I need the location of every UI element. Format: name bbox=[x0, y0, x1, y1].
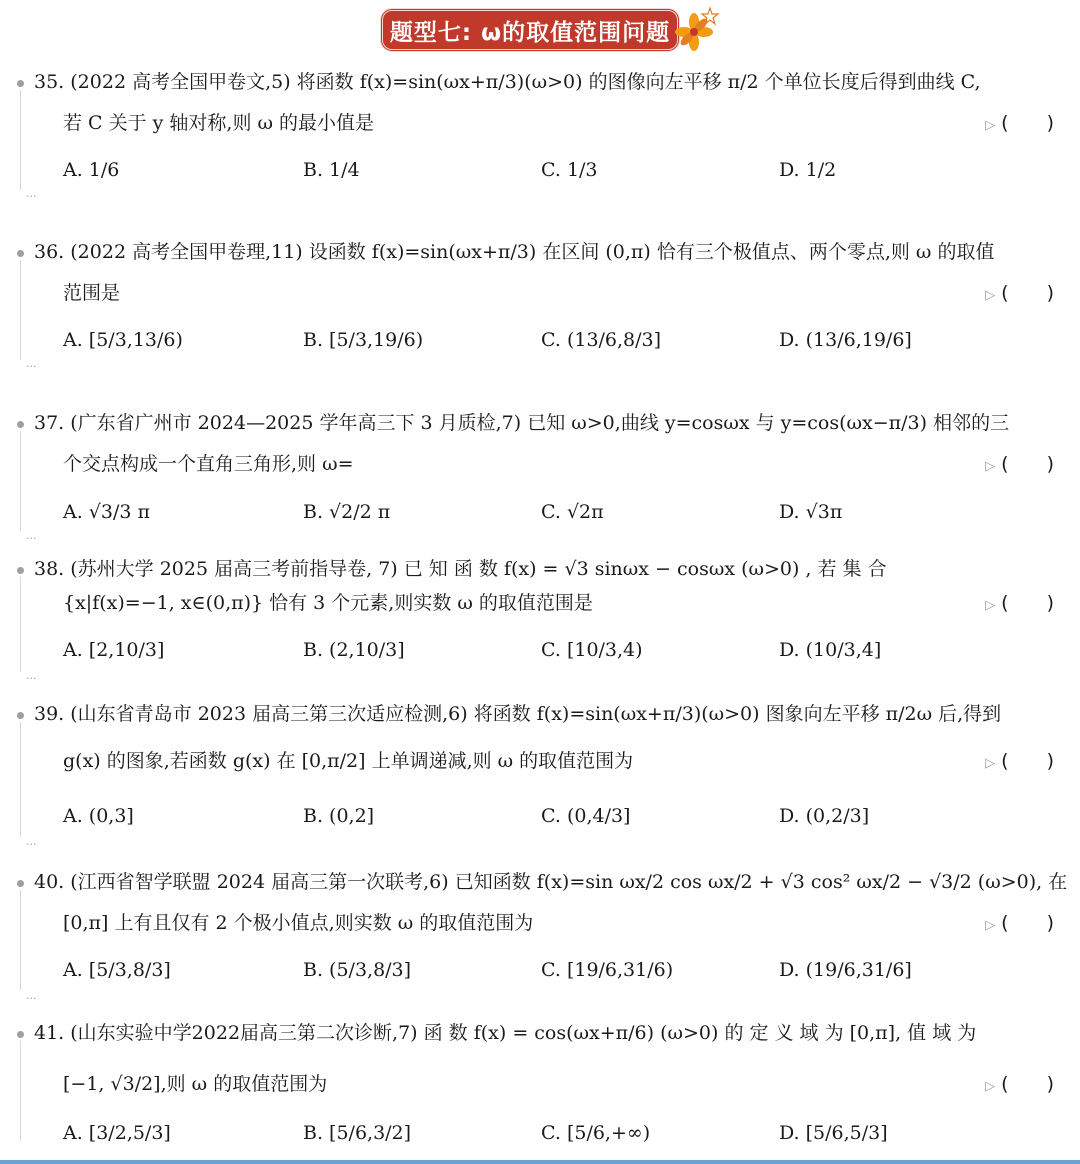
option-d[interactable]: D. (13/6,19/6] bbox=[779, 329, 912, 351]
triangle-icon: ▷ bbox=[985, 756, 996, 771]
question-39-line1 bbox=[34, 700, 1064, 728]
divider bbox=[20, 1041, 21, 1141]
option-a[interactable]: A. [2,10/3] bbox=[63, 639, 165, 661]
options-41 bbox=[63, 1105, 1063, 1161]
flower-icon bbox=[672, 4, 720, 52]
option-a[interactable]: A. 1/6 bbox=[63, 159, 120, 181]
option-b[interactable]: B. [5/3,19/6) bbox=[303, 329, 424, 351]
question-number: 40. bbox=[34, 871, 65, 893]
ellipsis-icon: ··· bbox=[26, 672, 37, 685]
ellipsis-icon: ··· bbox=[26, 190, 37, 203]
option-d[interactable]: D. (0,2/3] bbox=[779, 805, 870, 827]
question-36-line2: 范围是 bbox=[63, 282, 121, 304]
section-title: 题型七: ω的取值范围问题 bbox=[389, 19, 671, 46]
option-a[interactable]: A. √3/3 π bbox=[63, 501, 151, 523]
option-b[interactable]: B. (0,2] bbox=[303, 805, 375, 827]
bottom-rule bbox=[0, 1160, 1080, 1164]
question-source: (江西省智学联盟 2024 届高三第一次联考,6) bbox=[70, 871, 449, 893]
option-d[interactable]: D. 1/2 bbox=[779, 159, 837, 181]
question-40-line1 bbox=[34, 868, 1068, 896]
option-c[interactable]: C. 1/3 bbox=[541, 159, 598, 181]
option-d[interactable]: D. [5/6,5/3] bbox=[779, 1122, 888, 1144]
question-text: 设函数 f(x)=sin(ωx+π/3) 在区间 (0,π) 恰有三个极值点、两个零点,则 ω 的取值 bbox=[308, 241, 995, 263]
question-number: 41. bbox=[34, 1022, 65, 1044]
question-source: (山东实验中学2022届高三第二次诊断,7) bbox=[70, 1022, 418, 1044]
question-number: 35. bbox=[34, 71, 65, 93]
answer-blank[interactable]: ▷ ( ) bbox=[985, 282, 1054, 304]
section-title-banner bbox=[380, 8, 680, 52]
options-35 bbox=[63, 142, 1063, 198]
question-bullet bbox=[17, 1031, 24, 1038]
answer-blank[interactable]: ▷ ( ) bbox=[985, 1073, 1054, 1095]
answer-blank[interactable]: ▷ ( ) bbox=[985, 592, 1054, 614]
question-text: 函 数 f(x) = cos(ωx+π/6) (ω>0) 的 定 义 域 为 [0,π], 值 域 为 bbox=[423, 1022, 977, 1044]
option-c[interactable]: C. (0,4/3] bbox=[541, 805, 631, 827]
ellipsis-icon: ··· bbox=[26, 532, 37, 545]
question-41-line2: [−1, √3/2],则 ω 的取值范围为 bbox=[63, 1073, 328, 1095]
option-c[interactable]: C. √2π bbox=[541, 501, 604, 523]
question-source: (2022 高考全国甲卷文,5) bbox=[70, 71, 291, 93]
option-b[interactable]: B. (5/3,8/3] bbox=[303, 959, 412, 981]
question-37-line1 bbox=[34, 409, 1064, 437]
question-bullet bbox=[17, 712, 24, 719]
option-b[interactable]: B. (2,10/3] bbox=[303, 639, 405, 661]
option-d[interactable]: D. √3π bbox=[779, 501, 843, 523]
question-number: 36. bbox=[34, 241, 65, 263]
option-a[interactable]: A. [5/3,8/3] bbox=[63, 959, 171, 981]
question-40-line2: [0,π] 上有且仅有 2 个极小值点,则实数 ω 的取值范围为 bbox=[63, 912, 534, 934]
option-a[interactable]: A. (0,3] bbox=[63, 805, 134, 827]
question-bullet bbox=[17, 880, 24, 887]
question-41-line1 bbox=[34, 1019, 1064, 1047]
question-39-line2: g(x) 的图象,若函数 g(x) 在 [0,π/2] 上单调递减,则 ω 的取值范围为 bbox=[63, 750, 634, 772]
option-b[interactable]: B. [5/6,3/2] bbox=[303, 1122, 412, 1144]
question-number: 38. bbox=[34, 558, 65, 580]
option-c[interactable]: C. [19/6,31/6) bbox=[541, 959, 674, 981]
option-c[interactable]: C. (13/6,8/3] bbox=[541, 329, 662, 351]
option-b[interactable]: B. √2/2 π bbox=[303, 501, 391, 523]
option-b[interactable]: B. 1/4 bbox=[303, 159, 360, 181]
option-d[interactable]: D. (10/3,4] bbox=[779, 639, 882, 661]
triangle-icon: ▷ bbox=[985, 118, 996, 133]
option-c[interactable]: C. [5/6,+∞) bbox=[541, 1122, 651, 1144]
divider bbox=[20, 577, 21, 672]
question-bullet bbox=[17, 567, 24, 574]
question-37-line2: 个交点构成一个直角三角形,则 ω= bbox=[63, 453, 354, 475]
question-38-line2: {x|f(x)=−1, x∈(0,π)} 恰有 3 个元素,则实数 ω 的取值范围是 bbox=[63, 592, 593, 614]
option-d[interactable]: D. (19/6,31/6] bbox=[779, 959, 912, 981]
question-38-line1 bbox=[34, 555, 1064, 583]
triangle-icon: ▷ bbox=[985, 1079, 996, 1094]
options-37 bbox=[63, 484, 1063, 540]
ellipsis-icon: ··· bbox=[26, 360, 37, 373]
triangle-icon: ▷ bbox=[985, 598, 996, 613]
triangle-icon: ▷ bbox=[985, 459, 996, 474]
answer-blank[interactable]: ▷ ( ) bbox=[985, 453, 1054, 475]
question-text: 已知 ω>0,曲线 y=cosωx 与 y=cos(ωx−π/3) 相邻的三 bbox=[527, 412, 1010, 434]
answer-blank[interactable]: ▷ ( ) bbox=[985, 750, 1054, 772]
options-39 bbox=[63, 788, 1063, 844]
question-text: 已知函数 f(x)=sin ωx/2 cos ωx/2 + √3 cos² ωx/2 − √3/2 (ω>0), 在 bbox=[454, 871, 1068, 893]
divider bbox=[20, 890, 21, 990]
option-a[interactable]: A. [5/3,13/6) bbox=[63, 329, 183, 351]
question-35-line2: 若 C 关于 y 轴对称,则 ω 的最小值是 bbox=[63, 112, 375, 134]
option-a[interactable]: A. [3/2,5/3] bbox=[63, 1122, 171, 1144]
question-source: (2022 高考全国甲卷理,11) bbox=[70, 241, 303, 263]
question-35-line1 bbox=[34, 68, 1064, 96]
divider bbox=[20, 431, 21, 531]
divider bbox=[20, 260, 21, 360]
ellipsis-icon: ··· bbox=[26, 992, 37, 1005]
question-text: 已 知 函 数 f(x) = √3 sinωx − cosωx (ω>0) , 若 集 合 bbox=[403, 558, 887, 580]
divider bbox=[20, 90, 21, 190]
question-source: (广东省广州市 2024—2025 学年高三下 3 月质检,7) bbox=[70, 412, 522, 434]
question-36-line1 bbox=[34, 238, 1064, 266]
question-bullet bbox=[17, 80, 24, 87]
answer-blank[interactable]: ▷ ( ) bbox=[985, 112, 1054, 134]
option-c[interactable]: C. [10/3,4) bbox=[541, 639, 643, 661]
question-number: 37. bbox=[34, 412, 65, 434]
question-source: (山东省青岛市 2023 届高三第三次适应检测,6) bbox=[70, 703, 468, 725]
options-38 bbox=[63, 622, 1063, 678]
options-36 bbox=[63, 312, 1063, 368]
question-number: 39. bbox=[34, 703, 65, 725]
question-bullet bbox=[17, 421, 24, 428]
triangle-icon: ▷ bbox=[985, 918, 996, 933]
triangle-icon: ▷ bbox=[985, 288, 996, 303]
question-text: 将函数 f(x)=sin(ωx+π/3)(ω>0) 的图像向左平移 π/2 个单位长度后得到曲线 C, bbox=[296, 71, 981, 93]
question-source: (苏州大学 2025 届高三考前指导卷, 7) bbox=[70, 558, 398, 580]
options-40 bbox=[63, 942, 1063, 998]
question-bullet bbox=[17, 250, 24, 257]
divider bbox=[20, 722, 21, 837]
ellipsis-icon: ··· bbox=[26, 838, 37, 851]
answer-blank[interactable]: ▷ ( ) bbox=[985, 912, 1054, 934]
question-text: 将函数 f(x)=sin(ωx+π/3)(ω>0) 图象向左平移 π/2ω 后,得到 bbox=[473, 703, 1002, 725]
